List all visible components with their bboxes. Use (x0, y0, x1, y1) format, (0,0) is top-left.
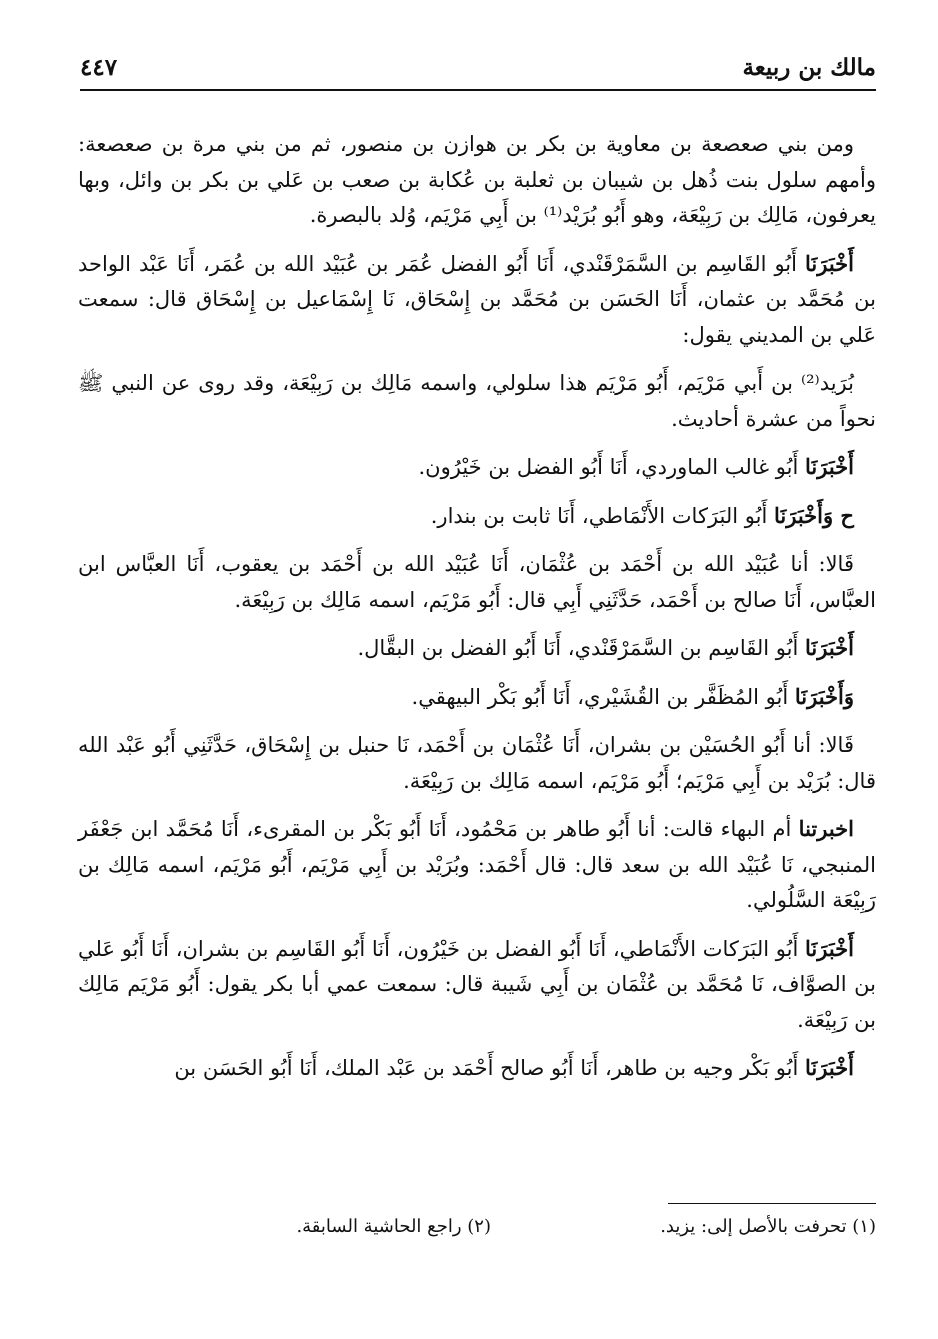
body-text (78, 126, 876, 1099)
paragraph-lead: أَخْبَرَنَا (805, 250, 854, 276)
paragraph-text: قَالا: أنا أَبُو الحُسَيْن بن بشران، أَنَا عُثْمَان بن أَحْمَد، نَا حنبل بن إِسْحَاق، حَدَّثَنِي أَبُو عَبْد الله قال: بُرَيْد بن أَبِي مَرْيَم؛ أَبُو مَرْيَم، اسمه مَالِك بن رَبِيْعَة. (78, 733, 876, 793)
paragraph-lead: أَخْبَرَنَا (805, 1055, 854, 1080)
footnotes (80, 1216, 876, 1246)
paragraph-lead: ح وَأَخْبَرَنَا (774, 502, 854, 528)
paragraph-text: أَبُو القَاسِم بن السَّمَرْقَنْدي، أَنَا أَبُو الفضل عُمَر بن عُبَيْد الله بن عُمَر، أَنَا عَبْد الواحد بن مُحَمَّد بن عثمان، أَنَا الحَسَن بن مُحَمَّد بن إِسْحَاق، نَا إِسْمَاعيل بن إِسْحَاق قال: سمعت عَلي بن المديني يقول: (78, 251, 876, 347)
footnote-rule (668, 1203, 876, 1204)
paragraph (78, 727, 876, 799)
paragraph-text: أم البهاء قالت: أنا أَبُو طاهر بن مَحْمُود، أَنَا أَبُو بَكْر بن المقرىء، أَنَا مُحَمَّد ابن جَعْفَر المنبجي، نَا عُبَيْد الله بن سعد قال: قال أَحْمَد: وبُرَيْد بن أَبِي مَرْيَم، أَبُو مَرْيَم، اسمه مَالِك بن رَبِيْعَة السَّلُولي. (78, 817, 876, 912)
paragraph-lead: أَخْبَرَنَا (805, 454, 854, 479)
paragraph (78, 1050, 876, 1087)
page-number: ٤٤٧ (80, 54, 118, 81)
paragraph (78, 931, 876, 1039)
footnote-2: (٢) راجع الحاشية السابقة. (296, 1216, 491, 1237)
paragraph-text: أَبُو بَكْر وجيه بن طاهر، أَنَا أَبُو صالح أَحْمَد بن عَبْد الملك، أَنَا أَبُو الحَسَن بن (174, 1056, 806, 1080)
paragraph (78, 126, 876, 234)
paragraph-text: أَبُو القَاسِم بن السَّمَرْقَنْدي، أَنَا أَبُو الفضل بن البقَّال. (357, 636, 806, 660)
running-title: مالك بن ربيعة (742, 54, 876, 81)
paragraph-text: أَبُو غالب الماوردي، أَنَا أَبُو الفضل بن خَيْرُون. (418, 455, 806, 479)
paragraph-text: أَبُو المُظَفَّر بن القُشَيْري، أَنَا أَبُو بَكْر البيهقي. (411, 684, 795, 709)
paragraph-text: بُرَيد⁽²⁾ بن أَبي مَرْيَم، أَبُو مَرْيَم هذا سلولي، واسمه مَالِك بن رَبِيْعَة، وقد روى عن النبي ﷺ نحواً من عشرة أحاديث. (78, 371, 876, 431)
paragraph (78, 630, 876, 667)
page-header (80, 40, 876, 90)
footnote-1: (١) تحرفت بالأصل إلى: يزيد. (660, 1216, 876, 1237)
paragraph (78, 498, 876, 535)
paragraph (78, 679, 876, 716)
paragraph (78, 449, 876, 486)
paragraph (78, 246, 876, 354)
paragraph-lead: اخبرتنا (798, 816, 854, 841)
paragraph-lead: وَأَخْبَرَنَا (794, 683, 854, 709)
paragraph (78, 811, 876, 919)
header-rule (80, 89, 876, 91)
paragraph-text: قَالا: أنا عُبَيْد الله بن أَحْمَد بن عُثْمَان، أَنَا عُبَيْد الله بن أَحْمَد بن يعقوب، أَنَا العبَّاس ابن العبَّاس، أَنَا صالح بن أَحْمَد، حَدَّثَنِي أَبِي قال: أَبُو مَرْيَم، اسمه مَالِك بن رَبِيْعَة. (78, 552, 876, 612)
paragraph-lead: أَخْبَرَنَا (805, 935, 854, 961)
paragraph (78, 546, 876, 618)
paragraph-text: أَبُو البَرَكات الأَنْمَاطي، أَنَا ثابت بن بندار. (430, 503, 774, 528)
paragraph-lead: أَخْبَرَنَا (805, 635, 854, 660)
paragraph-text: أَبُو البَرَكات الأَنْمَاطي، أَنَا أَبُو الفضل بن خَيْرُون، أَنَا أَبُو القَاسِم بن بشران، أَنَا أَبُو عَلي بن الصوَّاف، نَا مُحَمَّد بن عُثْمَان بن أَبِي شَيبة قال: سمعت عمي أبا بكر يقول: أَبُو مَرْيَم مَالِك بن رَبِيْعَة. (78, 936, 876, 1032)
paragraph (78, 365, 876, 437)
paragraph-text: ومن بني صعصعة بن معاوية بن بكر بن هوازن بن منصور، ثم من بني مرة بن صعصعة: وأمهم سلول بنت ذُهل بن شيبان بن ثعلبة بن عُكابة بن صعب بن عَلي بن بكر بن وائل، وبها يعرفون، مَالِك بن رَبِيْعَة، وهو أَبُو بُرَيْد⁽¹⁾ بن أَبِي مَرْيَم، وُلد بالبصرة. (78, 132, 876, 227)
